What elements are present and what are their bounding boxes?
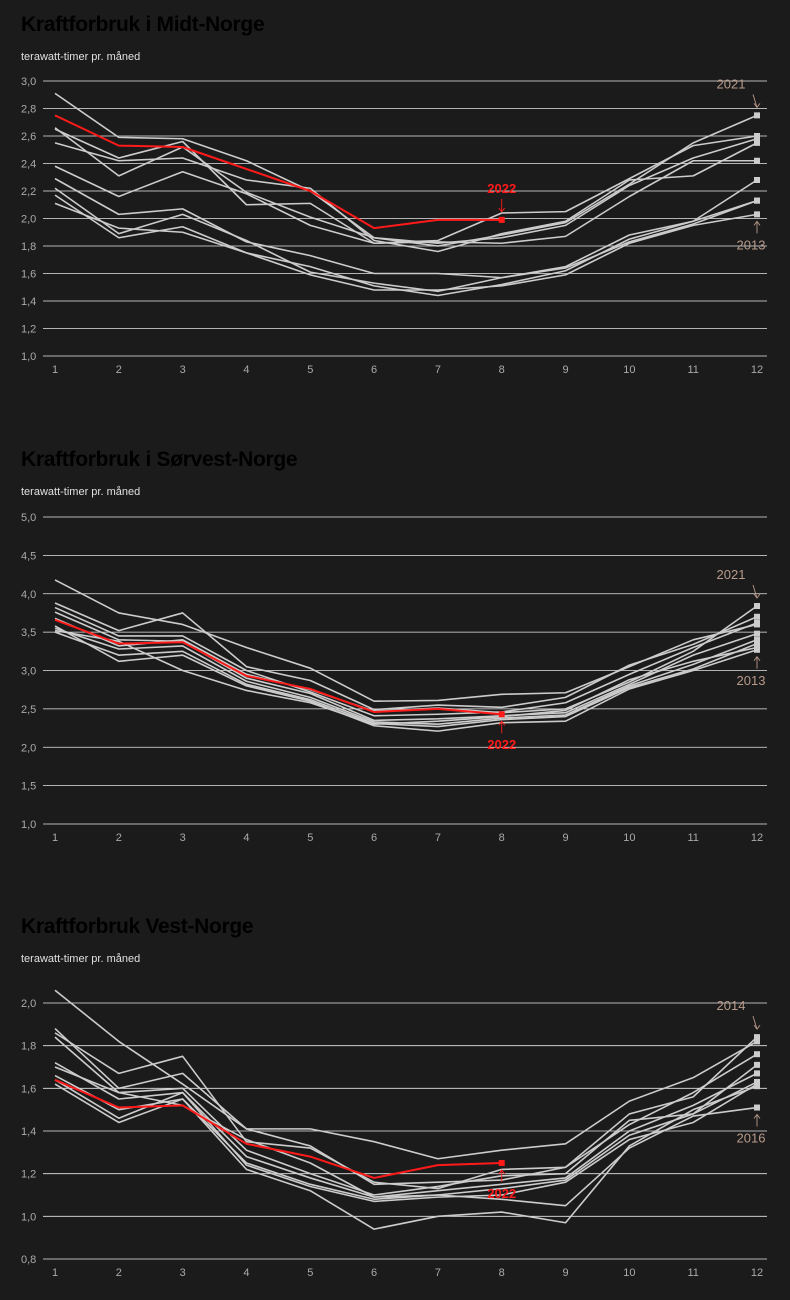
x-tick-label: 7 (434, 364, 441, 376)
y-tick-label: 1,4 (21, 1126, 37, 1138)
y-tick-label: 3,0 (21, 76, 37, 88)
x-tick-label: 1 (51, 832, 59, 844)
x-tick-label: 5 (307, 364, 314, 376)
series-line (55, 1063, 757, 1197)
y-tick-label: 3,0 (21, 665, 37, 678)
series-line (55, 608, 757, 716)
series-end-marker (754, 603, 760, 609)
y-tick-label: 2,2 (21, 186, 37, 198)
series-end-marker (754, 177, 760, 183)
annotation-label: 2021 (716, 76, 746, 92)
y-tick-label: 1,2 (21, 323, 37, 336)
x-tick-label: 8 (498, 364, 505, 376)
series-line (55, 603, 757, 710)
series-end-marker (499, 711, 505, 717)
x-tick-label: 11 (687, 1267, 699, 1279)
x-tick-label: 11 (687, 364, 699, 376)
y-tick-label: 1,0 (21, 819, 37, 831)
y-tick-label: 2,4 (21, 158, 37, 171)
x-tick-label: 8 (498, 832, 505, 844)
series-end-marker (754, 1105, 760, 1111)
series-line (55, 612, 757, 720)
y-tick-label: 1,6 (21, 1083, 37, 1096)
chart-title: Kraftforbruk Vest-Norge (21, 915, 254, 938)
chart-title: Kraftforbruk i Midt-Norge (21, 13, 265, 36)
line-chart-midt-norge (0, 0, 790, 400)
x-tick-label: 3 (179, 832, 186, 844)
x-tick-label: 10 (623, 832, 636, 844)
y-tick-label: 4,0 (21, 588, 37, 601)
x-tick-label: 10 (623, 364, 636, 376)
annotation-label: 2013 (736, 237, 766, 253)
x-tick-label: 10 (623, 1267, 636, 1279)
y-tick-label: 2,0 (21, 213, 37, 226)
series-end-marker (499, 217, 505, 223)
x-tick-label: 7 (434, 832, 441, 844)
series-end-marker (754, 1062, 760, 1068)
chart-subtitle: terawatt-timer pr. måned (21, 953, 141, 965)
series-end-marker (754, 631, 760, 637)
x-tick-label: 6 (371, 832, 378, 844)
chart-panel-midt (0, 0, 790, 400)
y-tick-label: 5,0 (21, 512, 37, 524)
x-tick-label: 12 (750, 1267, 764, 1279)
x-tick-label: 4 (243, 832, 250, 844)
series-end-marker (499, 1160, 505, 1166)
y-tick-label: 1,6 (21, 268, 37, 281)
y-tick-label: 1,0 (21, 351, 37, 363)
chart-panel-sorvest (0, 435, 790, 855)
series-end-marker (754, 1038, 760, 1044)
annotation-arrowhead (754, 594, 760, 598)
y-tick-label: 0,8 (21, 1254, 37, 1266)
x-tick-label: 5 (307, 832, 314, 844)
annotation-arrowhead (754, 1025, 760, 1029)
series-line-highlight (55, 115, 502, 228)
annotation-label: 2022 (487, 737, 517, 753)
x-tick-label: 1 (51, 364, 59, 376)
x-tick-label: 5 (307, 1267, 314, 1279)
y-tick-label: 1,5 (21, 780, 37, 793)
line-chart-sorvest-norge (0, 435, 790, 855)
series-line (55, 128, 757, 244)
y-tick-label: 1,4 (21, 296, 37, 308)
y-tick-label: 2,0 (21, 998, 37, 1010)
y-tick-label: 1,0 (21, 1211, 37, 1224)
series-end-marker (754, 112, 760, 118)
chart-title: Kraftforbruk i Sørvest-Norge (21, 448, 298, 471)
x-tick-label: 4 (243, 1267, 250, 1279)
y-tick-label: 2,5 (21, 703, 37, 716)
x-tick-label: 6 (371, 364, 378, 376)
x-tick-label: 3 (179, 1267, 186, 1279)
y-tick-label: 2,6 (21, 131, 37, 143)
series-line (55, 606, 757, 713)
line-chart-vest-norge (0, 902, 790, 1300)
annotation-label: 2022 (487, 1186, 517, 1201)
x-tick-label: 6 (371, 1267, 378, 1279)
x-tick-label: 1 (51, 1267, 59, 1279)
annotation-label: 2022 (487, 180, 517, 196)
y-tick-label: 2,0 (21, 742, 37, 755)
x-tick-label: 3 (179, 364, 186, 376)
series-end-marker (754, 1051, 760, 1057)
x-tick-label: 9 (562, 1267, 569, 1279)
series-end-marker (754, 198, 760, 204)
series-end-marker (754, 158, 760, 164)
y-tick-label: 3,5 (21, 627, 37, 640)
x-tick-label: 9 (562, 364, 569, 376)
series-end-marker (754, 644, 760, 650)
annotation-arrowhead (754, 103, 760, 107)
y-tick-label: 4,5 (21, 550, 37, 563)
annotation-label: 2016 (736, 1130, 766, 1146)
annotation-label: 2021 (716, 567, 746, 583)
x-tick-label: 2 (115, 1267, 122, 1279)
chart-panel-vest (0, 902, 790, 1300)
series-end-marker (754, 211, 760, 217)
y-tick-label: 2,8 (21, 103, 37, 116)
x-tick-label: 4 (243, 364, 250, 376)
x-tick-label: 7 (434, 1267, 441, 1279)
y-tick-label: 1,8 (21, 1040, 37, 1053)
series-end-marker (754, 620, 760, 626)
x-tick-label: 9 (562, 832, 569, 844)
y-tick-label: 1,2 (21, 1168, 37, 1181)
x-tick-label: 2 (115, 364, 122, 376)
series-end-marker (754, 1083, 760, 1089)
annotation-label: 2014 (716, 998, 746, 1014)
y-tick-label: 1,8 (21, 241, 37, 253)
series-end-marker (754, 140, 760, 146)
series-line (55, 179, 757, 278)
x-tick-label: 12 (750, 832, 764, 844)
chart-subtitle: terawatt-timer pr. måned (21, 486, 141, 498)
chart-subtitle: terawatt-timer pr. måned (21, 51, 141, 63)
x-tick-label: 8 (498, 1267, 505, 1279)
annotation-label: 2013 (736, 672, 766, 688)
x-tick-label: 2 (115, 832, 122, 844)
series-line (55, 1033, 757, 1189)
series-end-marker (754, 614, 760, 620)
x-tick-label: 12 (750, 364, 764, 376)
series-end-marker (754, 1070, 760, 1076)
x-tick-label: 11 (687, 832, 699, 844)
